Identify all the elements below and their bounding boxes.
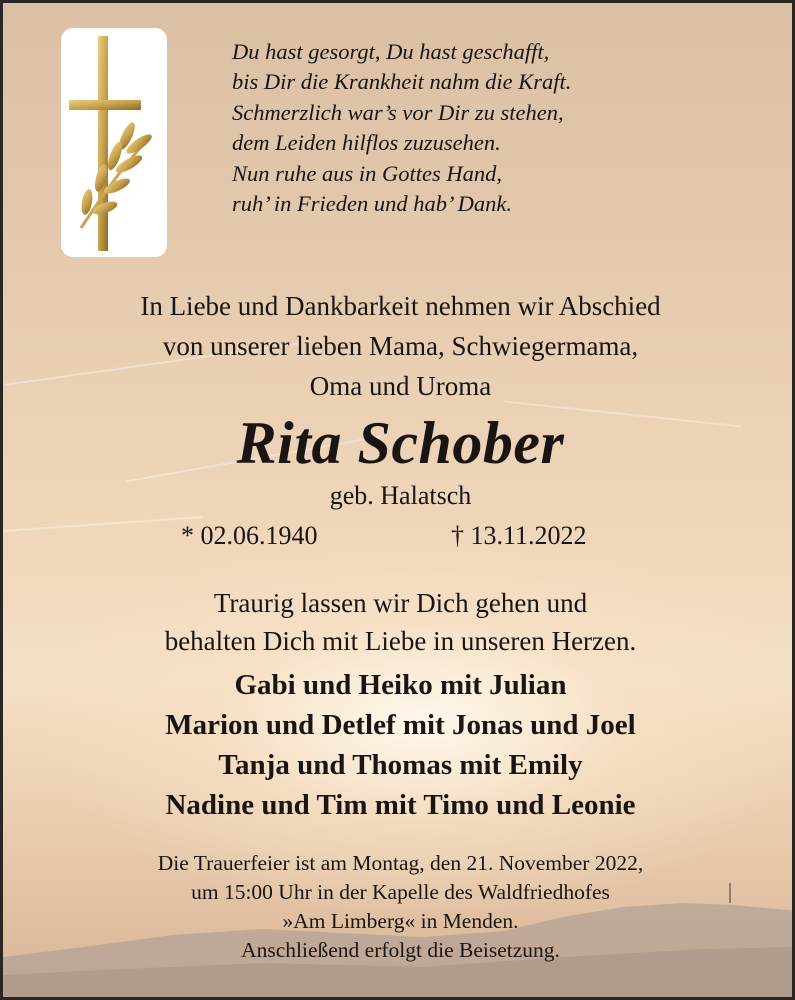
deceased-name: Rita Schober [236,410,565,476]
golden-cross-with-palm-branch-icon [61,28,167,257]
intro-line: Oma und Uroma [309,371,492,401]
poem-line: Schmerzlich war’s vor Dir zu stehen, [232,99,564,125]
poem-line: Du hast gesorgt, Du hast geschafft, [232,39,550,64]
farewell-line: behalten Dich mit Liebe in unseren Herzen. [164,626,637,656]
family-list [3,665,795,825]
service-line: um 15:00 Uhr in der Kapelle des Waldfriedhofes [191,880,610,904]
poem-line: ruh’ in Frieden und hab’ Dank. [232,191,512,217]
farewell-text [3,584,795,660]
poem-line: bis Dir die Krankheit nahm die Kraft. [232,69,572,95]
cross-card [61,28,167,257]
family-line: Gabi und Heiko mit Julian [234,669,567,701]
service-line: »Am Limberg« in Menden. [282,909,519,933]
family-line: Nadine und Tim mit Timo und Leonie [165,789,636,821]
birth-date: * 02.06.1940 [181,521,318,550]
sky-streak [3,516,203,532]
family-line: Marion und Detlef mit Jonas und Joel [165,709,636,741]
intro-line: von unserer lieben Mama, Schwiegermama, [162,331,639,361]
service-line: Die Trauerfeier ist am Montag, den 21. November 2022, [157,851,644,875]
farewell-line: Traurig lassen wir Dich gehen und [213,588,588,618]
poem-line: dem Leiden hilflos zuzusehen. [232,130,501,156]
intro-text [3,286,795,406]
poem-line: Nun ruhe aus in Gottes Hand, [232,160,502,186]
death-date: † 13.11.2022 [451,521,587,550]
maiden-name: geb. Halatsch [329,481,472,510]
funeral-service-info [3,849,795,965]
family-line: Tanja und Thomas mit Emily [218,749,583,781]
intro-line: In Liebe und Dankbarkeit nehmen wir Abschied [140,291,661,321]
service-line: Anschließend erfolgt die Beisetzung. [241,938,560,962]
poem [232,37,692,219]
